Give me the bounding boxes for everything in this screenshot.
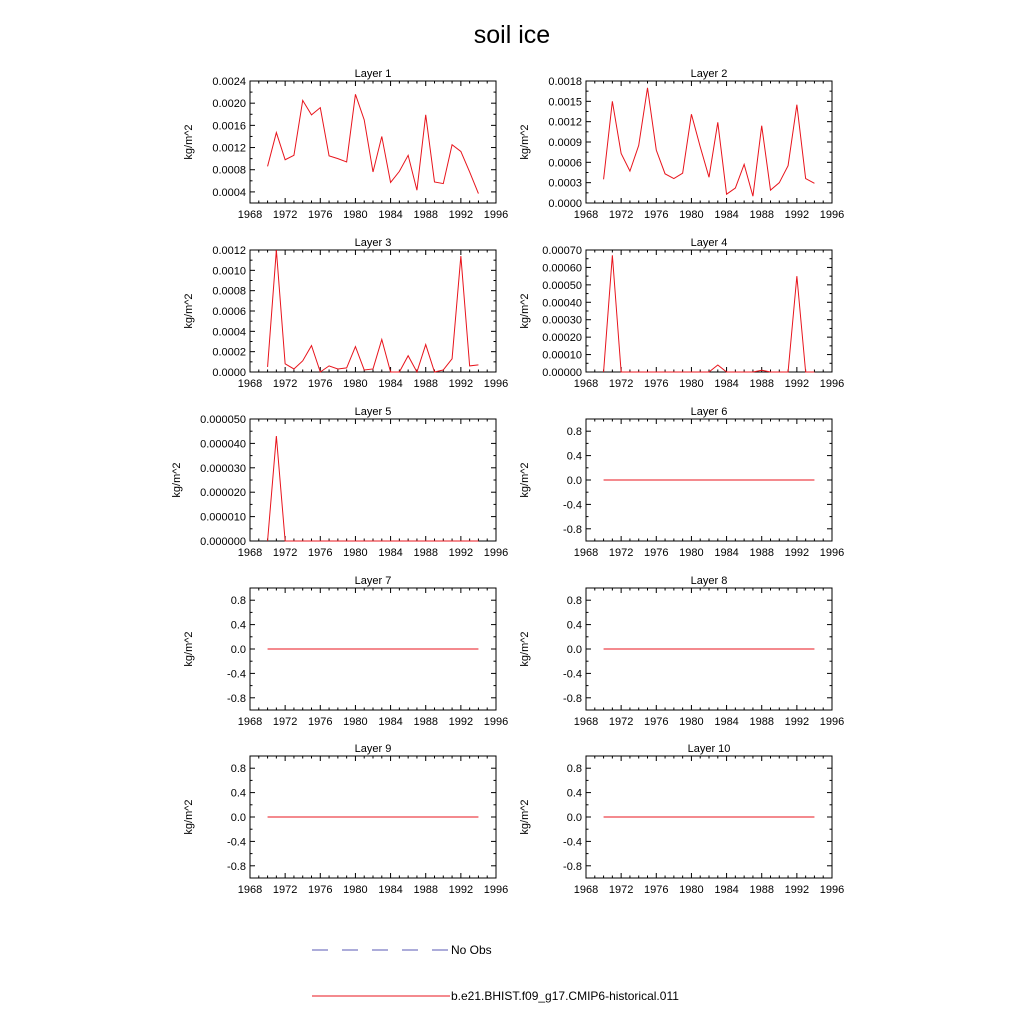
y-tick-label: -0.4	[227, 668, 246, 681]
x-tick-label: 1976	[308, 209, 333, 221]
y-tick-label: -0.8	[563, 523, 582, 536]
x-tick-label: 1972	[608, 547, 634, 559]
y-tick-label: 0.0009	[548, 137, 582, 149]
x-tick-label: 1968	[237, 716, 263, 728]
x-tick-label: 1992	[784, 209, 810, 221]
panel-title: Layer 10	[687, 743, 731, 755]
y-axis-label: kg/m^2	[183, 799, 195, 835]
x-tick-label: 1984	[378, 209, 403, 221]
x-tick-label: 1972	[272, 209, 298, 221]
x-tick-label: 1976	[644, 378, 669, 390]
x-tick-label: 1988	[749, 378, 774, 390]
y-tick-label: 0.000010	[200, 511, 246, 524]
y-tick-label: -0.4	[227, 836, 246, 849]
x-tick-label: 1992	[448, 378, 474, 390]
x-tick-label: 1972	[272, 884, 298, 896]
y-tick-label: 0.0006	[548, 157, 582, 170]
x-tick-label: 1996	[819, 716, 845, 728]
x-tick-label: 1996	[819, 547, 845, 559]
y-tick-label: 0.0	[566, 475, 582, 487]
x-tick-label: 1972	[608, 209, 634, 221]
x-tick-label: 1984	[714, 378, 739, 390]
y-tick-label: 0.0004	[212, 326, 246, 339]
x-tick-label: 1996	[483, 547, 509, 559]
y-tick-label: 0.000040	[200, 438, 246, 451]
y-tick-label: 0.8	[566, 595, 582, 608]
y-tick-label: 0.4	[566, 619, 582, 632]
y-tick-label: 0.00030	[542, 314, 582, 327]
y-axis-label: kg/m^2	[183, 293, 195, 329]
x-tick-label: 1996	[483, 378, 509, 390]
x-tick-label: 1976	[308, 884, 333, 896]
panel-title: Layer 1	[354, 68, 392, 80]
y-tick-label: 0.00060	[542, 262, 582, 275]
x-tick-label: 1996	[819, 209, 845, 221]
y-tick-label: -0.8	[563, 692, 582, 705]
y-tick-label: 0.0010	[212, 265, 246, 278]
y-axis-label: kg/m^2	[519, 799, 531, 835]
y-tick-label: 0.4	[230, 787, 246, 800]
y-tick-label: 0.00070	[542, 245, 582, 257]
x-tick-label: 1992	[448, 716, 474, 728]
y-tick-label: 0.0012	[548, 116, 582, 129]
panel-title: Layer 7	[354, 575, 392, 587]
x-tick-label: 1980	[679, 716, 704, 728]
y-tick-label: 0.0012	[212, 142, 246, 155]
x-tick-label: 1984	[714, 209, 739, 221]
x-tick-label: 1972	[272, 716, 298, 728]
x-tick-label: 1996	[819, 378, 845, 390]
x-tick-label: 1980	[679, 547, 704, 559]
x-tick-label: 1980	[679, 378, 704, 390]
x-tick-label: 1992	[784, 547, 810, 559]
x-tick-label: 1996	[483, 716, 509, 728]
y-tick-label: 0.0012	[212, 245, 246, 257]
x-tick-label: 1984	[714, 884, 739, 896]
y-axis-label: kg/m^2	[183, 124, 195, 160]
y-tick-label: 0.000050	[200, 414, 246, 426]
x-tick-label: 1976	[644, 209, 669, 221]
y-tick-label: 0.0008	[212, 164, 246, 177]
y-tick-label: 0.0	[230, 812, 246, 824]
x-tick-label: 1976	[644, 547, 669, 559]
y-tick-label: 0.8	[566, 426, 582, 439]
x-tick-label: 1988	[413, 716, 438, 728]
x-tick-label: 1996	[483, 884, 509, 896]
y-tick-label: 0.0018	[548, 76, 582, 88]
y-tick-label: 0.0003	[548, 177, 582, 190]
y-tick-label: 0.0000	[548, 198, 582, 210]
x-tick-label: 1972	[608, 884, 634, 896]
y-tick-label: 0.0002	[212, 346, 246, 359]
legend-label: b.e21.BHIST.f09_g17.CMIP6-historical.011	[451, 989, 679, 1003]
x-tick-label: 1980	[343, 547, 368, 559]
x-tick-label: 1984	[378, 884, 403, 896]
x-tick-label: 1976	[644, 884, 669, 896]
y-tick-label: 0.0024	[212, 76, 246, 88]
panel-title: Layer 3	[354, 237, 392, 249]
figure-title: soil ice	[473, 21, 551, 49]
y-tick-label: 0.000030	[200, 462, 246, 475]
y-tick-label: 0.4	[230, 619, 246, 632]
y-tick-label: 0.0006	[212, 306, 246, 318]
y-tick-label: 0.0016	[212, 120, 246, 133]
legend-label: No Obs	[451, 943, 492, 957]
x-tick-label: 1984	[378, 378, 403, 390]
panel-title: Layer 9	[354, 743, 392, 755]
x-tick-label: 1980	[343, 378, 368, 390]
x-tick-label: 1976	[308, 378, 333, 390]
x-tick-label: 1972	[608, 378, 634, 390]
y-tick-label: 0.0	[230, 644, 246, 656]
y-tick-label: 0.8	[566, 763, 582, 776]
x-tick-label: 1988	[749, 547, 774, 559]
x-tick-label: 1992	[784, 884, 810, 896]
y-tick-label: 0.4	[566, 787, 582, 800]
x-tick-label: 1968	[573, 378, 599, 390]
y-tick-label: -0.8	[563, 860, 582, 873]
y-tick-label: 0.000000	[200, 536, 246, 548]
x-tick-label: 1992	[784, 716, 810, 728]
panel-title: Layer 5	[354, 406, 392, 418]
x-tick-label: 1980	[679, 884, 704, 896]
x-tick-label: 1984	[714, 547, 739, 559]
y-tick-label: 0.0008	[212, 285, 246, 298]
x-tick-label: 1992	[784, 378, 810, 390]
x-tick-label: 1976	[644, 716, 669, 728]
y-axis-label: kg/m^2	[519, 462, 531, 498]
y-axis-label: kg/m^2	[519, 293, 531, 329]
y-tick-label: -0.4	[563, 668, 582, 681]
y-tick-label: -0.8	[227, 860, 246, 873]
x-tick-label: 1968	[237, 209, 263, 221]
x-tick-label: 1968	[237, 378, 263, 390]
y-axis-label: kg/m^2	[519, 124, 531, 160]
y-tick-label: 0.00040	[542, 297, 582, 310]
x-tick-label: 1976	[308, 716, 333, 728]
y-tick-label: 0.00010	[542, 349, 582, 362]
x-tick-label: 1968	[573, 547, 599, 559]
y-tick-label: 0.0015	[548, 96, 582, 109]
x-tick-label: 1992	[448, 884, 474, 896]
x-tick-label: 1968	[573, 884, 599, 896]
y-tick-label: 0.0004	[212, 186, 246, 199]
panel-title: Layer 8	[690, 575, 728, 587]
y-tick-label: 0.8	[230, 595, 246, 608]
x-tick-label: 1984	[714, 716, 739, 728]
x-tick-label: 1992	[448, 547, 474, 559]
x-tick-label: 1988	[413, 884, 438, 896]
x-tick-label: 1980	[343, 716, 368, 728]
x-tick-label: 1988	[749, 716, 774, 728]
x-tick-label: 1996	[819, 884, 845, 896]
y-tick-label: 0.00050	[542, 279, 582, 292]
x-tick-label: 1976	[308, 547, 333, 559]
x-tick-label: 1992	[448, 209, 474, 221]
x-tick-label: 1968	[237, 547, 263, 559]
panel-title: Layer 2	[690, 68, 728, 80]
x-tick-label: 1972	[272, 547, 298, 559]
y-tick-label: -0.4	[563, 836, 582, 849]
x-tick-label: 1968	[237, 884, 263, 896]
x-tick-label: 1988	[413, 209, 438, 221]
x-tick-label: 1972	[272, 378, 298, 390]
x-tick-label: 1968	[573, 716, 599, 728]
y-tick-label: -0.4	[563, 499, 582, 512]
x-tick-label: 1984	[378, 547, 403, 559]
y-tick-label: 0.00020	[542, 332, 582, 345]
y-tick-label: 0.00000	[542, 367, 582, 379]
y-tick-label: 0.0000	[212, 367, 246, 379]
x-tick-label: 1972	[608, 716, 634, 728]
y-tick-label: 0.0020	[212, 98, 246, 111]
y-axis-label: kg/m^2	[171, 462, 183, 498]
y-axis-label: kg/m^2	[519, 631, 531, 667]
x-tick-label: 1988	[749, 209, 774, 221]
y-tick-label: -0.8	[227, 692, 246, 705]
x-tick-label: 1988	[413, 378, 438, 390]
y-axis-label: kg/m^2	[183, 631, 195, 667]
y-tick-label: 0.0	[566, 812, 582, 824]
x-tick-label: 1984	[378, 716, 403, 728]
y-tick-label: 0.8	[230, 763, 246, 776]
x-tick-label: 1996	[483, 209, 509, 221]
x-tick-label: 1980	[343, 884, 368, 896]
x-tick-label: 1988	[413, 547, 438, 559]
panel-title: Layer 6	[690, 406, 728, 418]
x-tick-label: 1968	[573, 209, 599, 221]
x-tick-label: 1980	[343, 209, 368, 221]
x-tick-label: 1988	[749, 884, 774, 896]
x-tick-label: 1980	[679, 209, 704, 221]
y-tick-label: 0.0	[566, 644, 582, 656]
panel-title: Layer 4	[690, 237, 728, 249]
y-tick-label: 0.4	[566, 450, 582, 463]
y-tick-label: 0.000020	[200, 487, 246, 500]
